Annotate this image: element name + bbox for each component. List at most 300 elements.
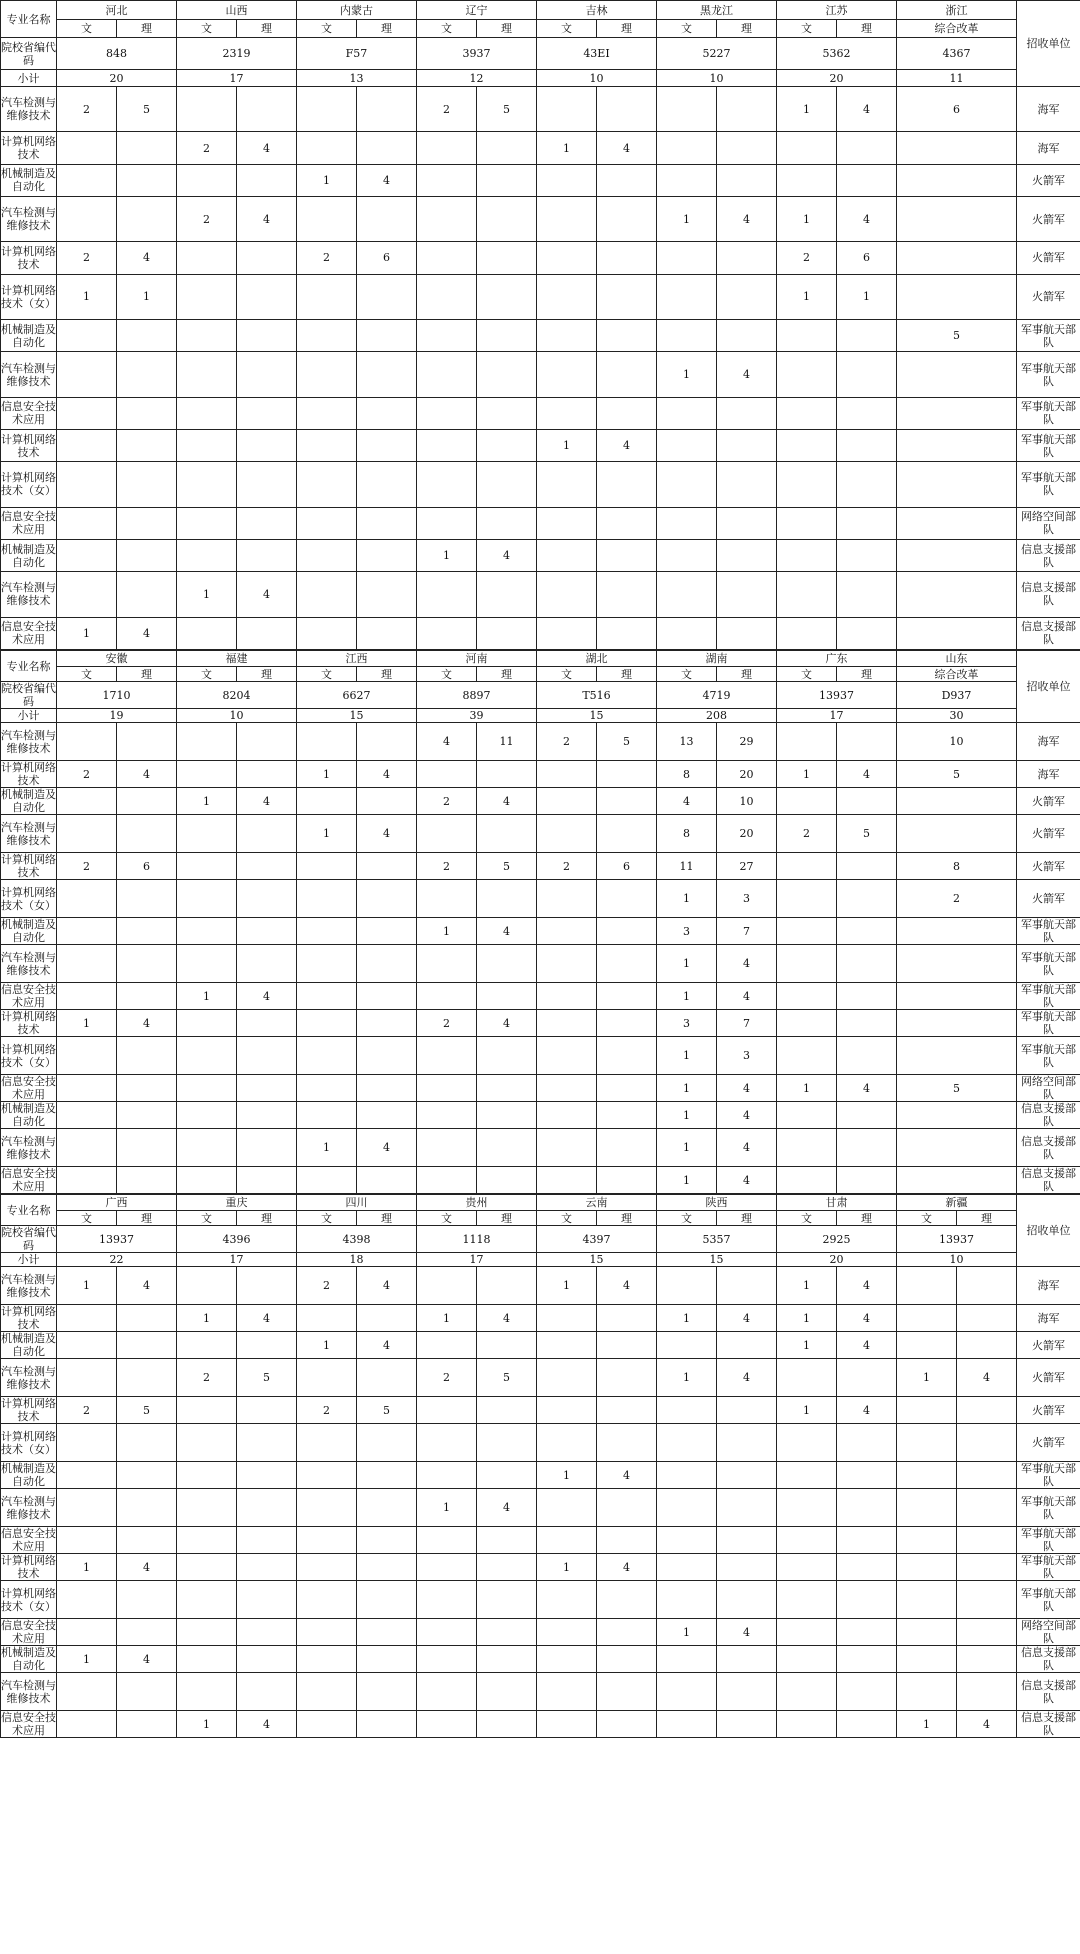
quota-liberal-arts: [777, 429, 837, 461]
quota-liberal-arts: [417, 1554, 477, 1581]
quota-science: 4: [117, 617, 177, 649]
quota-science: [117, 1673, 177, 1711]
quota-science: [357, 788, 417, 815]
quota-liberal-arts: [57, 1462, 117, 1489]
quota-science: [477, 1267, 537, 1305]
science-subheader: 理: [117, 20, 177, 38]
quota-science: [237, 853, 297, 880]
recruiting-unit: 火箭军: [1017, 788, 1080, 815]
quota-liberal-arts: [417, 1102, 477, 1129]
quota-science: [837, 1010, 897, 1037]
quota-liberal-arts: [777, 164, 837, 196]
quota-science: 4: [717, 196, 777, 241]
science-subheader: 理: [357, 20, 417, 38]
major-name: 信息安全技术应用: [1, 1527, 56, 1553]
quota-combined: [897, 1129, 1017, 1167]
quota-liberal-arts: [537, 1075, 597, 1102]
quota-science: [957, 1554, 1017, 1581]
quota-liberal-arts: 2: [537, 853, 597, 880]
quota-science: [237, 815, 297, 853]
quota-science: [117, 1581, 177, 1619]
quota-liberal-arts: 1: [777, 1075, 837, 1102]
quota-science: [357, 918, 417, 945]
recruiting-unit: 信息支援部队: [1017, 572, 1080, 617]
quota-science: [717, 164, 777, 196]
quota-liberal-arts: [57, 397, 117, 429]
quota-science: 6: [357, 242, 417, 274]
table-row: [1, 1489, 1080, 1527]
quota-science: 4: [117, 1267, 177, 1305]
quota-science: 5: [357, 1397, 417, 1424]
quota-liberal-arts: [57, 572, 117, 617]
table-row: [1, 1462, 1080, 1489]
quota-science: [237, 274, 297, 319]
quota-liberal-arts: [537, 1167, 597, 1194]
province-name: 辽宁: [417, 1, 537, 20]
major-name: 机械制造及自动化: [1, 918, 56, 944]
quota-liberal-arts: [777, 1167, 837, 1194]
liberal-arts-subheader: 文: [777, 667, 837, 682]
quota-liberal-arts: [657, 320, 717, 352]
quota-liberal-arts: [777, 617, 837, 649]
quota-science: [957, 1462, 1017, 1489]
science-subheader: 理: [957, 1211, 1017, 1226]
science-subheader: 理: [717, 667, 777, 682]
quota-liberal-arts: [297, 539, 357, 571]
quota-liberal-arts: [297, 723, 357, 761]
subtotal-value: 15: [657, 1253, 777, 1267]
quota-liberal-arts: [57, 1424, 117, 1462]
recruiting-unit: 军事航天部队: [1017, 945, 1080, 983]
major-name: 机械制造及自动化: [1, 1646, 56, 1672]
major-name-header: 专业名称: [1, 1, 57, 38]
quota-liberal-arts: [417, 1673, 477, 1711]
quota-science: [957, 1397, 1017, 1424]
quota-combined: 10: [897, 723, 1017, 761]
subtotal-label: 小计: [1, 709, 57, 723]
table-row: [1, 397, 1080, 429]
quota-science: [357, 1527, 417, 1554]
quota-liberal-arts: [297, 1619, 357, 1646]
quota-science: [717, 1673, 777, 1711]
quota-science: [357, 1554, 417, 1581]
recruiting-unit: 火箭军: [1017, 196, 1080, 241]
quota-science: [117, 880, 177, 918]
quota-science: 4: [957, 1359, 1017, 1397]
quota-science: 4: [237, 132, 297, 164]
major-name: 汽车检测与维修技术: [1, 815, 57, 853]
quota-science: 10: [717, 788, 777, 815]
province-name: 新疆: [897, 1195, 1017, 1211]
province-name: 黑龙江: [657, 1, 777, 20]
school-code-value: D937: [897, 682, 1017, 709]
quota-science: [717, 274, 777, 319]
quota-liberal-arts: [777, 397, 837, 429]
major-name: 机械制造及自动化: [1, 1332, 56, 1358]
quota-liberal-arts: [417, 1527, 477, 1554]
quota-liberal-arts: 1: [57, 1646, 117, 1673]
quota-science: [957, 1332, 1017, 1359]
quota-liberal-arts: 1: [777, 274, 837, 319]
quota-combined: [897, 539, 1017, 571]
school-code-label: 院校省编代码: [1, 682, 56, 708]
quota-liberal-arts: [417, 880, 477, 918]
quota-science: [717, 397, 777, 429]
subtotal-value: 17: [777, 709, 897, 723]
table-row: [1, 788, 1080, 815]
quota-liberal-arts: [417, 1424, 477, 1462]
quota-science: 4: [237, 572, 297, 617]
quota-science: [837, 1711, 897, 1738]
quota-liberal-arts: 2: [417, 788, 477, 815]
quota-science: [357, 429, 417, 461]
quota-science: [237, 539, 297, 571]
province-name: 湖南: [657, 651, 777, 667]
quota-science: [477, 462, 537, 507]
quota-science: [117, 1167, 177, 1194]
school-code-value: 6627: [297, 682, 417, 709]
major-name-header: 专业名称: [1, 1195, 57, 1226]
quota-liberal-arts: [57, 320, 117, 352]
science-subheader: 理: [477, 667, 537, 682]
quota-liberal-arts: [177, 1489, 237, 1527]
table-row: [1, 880, 1080, 918]
quota-science: [477, 945, 537, 983]
recruiting-unit: 军事航天部队: [1017, 1037, 1080, 1075]
quota-science: [117, 1129, 177, 1167]
table-row: [1, 945, 1080, 983]
major-name: 汽车检测与维修技术: [1, 1673, 57, 1711]
quota-liberal-arts: 2: [537, 723, 597, 761]
school-code-value: 4396: [177, 1226, 297, 1253]
major-name: 计算机网络技术: [1, 242, 57, 274]
quota-liberal-arts: [177, 1462, 237, 1489]
quota-science: [717, 1397, 777, 1424]
table-row: [1, 761, 1080, 788]
quota-liberal-arts: [777, 788, 837, 815]
quota-science: [717, 1489, 777, 1527]
quota-science: [117, 1075, 177, 1102]
school-code-value: 2925: [777, 1226, 897, 1253]
quota-science: [717, 1332, 777, 1359]
quota-science: [357, 617, 417, 649]
quota-liberal-arts: 1: [777, 87, 837, 132]
quota-liberal-arts: [897, 1619, 957, 1646]
quota-science: [837, 788, 897, 815]
quota-combined: 5: [897, 1075, 1017, 1102]
quota-liberal-arts: [177, 723, 237, 761]
quota-science: 4: [717, 1359, 777, 1397]
quota-liberal-arts: [57, 815, 117, 853]
quota-liberal-arts: [777, 1359, 837, 1397]
recruiting-unit: 网络空间部队: [1017, 507, 1080, 539]
table-row: [1, 274, 1080, 319]
quota-science: [477, 572, 537, 617]
province-name: 内蒙古: [297, 1, 417, 20]
quota-science: [117, 1359, 177, 1397]
major-name: 计算机网络技术（女）: [1, 1581, 57, 1619]
quota-science: 20: [717, 815, 777, 853]
quota-liberal-arts: [297, 274, 357, 319]
school-code-value: 13937: [57, 1226, 177, 1253]
quota-liberal-arts: [297, 462, 357, 507]
major-name: 机械制造及自动化: [1, 539, 57, 571]
quota-liberal-arts: [297, 1037, 357, 1075]
quota-liberal-arts: 2: [297, 242, 357, 274]
province-name: 安徽: [57, 651, 177, 667]
quota-science: [597, 815, 657, 853]
quota-science: [237, 1581, 297, 1619]
quota-science: [237, 1102, 297, 1129]
quota-liberal-arts: 11: [657, 853, 717, 880]
subtotal-value: 13: [297, 70, 417, 87]
quota-liberal-arts: 1: [417, 539, 477, 571]
quota-liberal-arts: [417, 164, 477, 196]
quota-liberal-arts: [537, 815, 597, 853]
table-row: [1, 242, 1080, 274]
quota-liberal-arts: [297, 1673, 357, 1711]
table-row: [1, 1332, 1080, 1359]
quota-liberal-arts: [177, 1646, 237, 1673]
province-name: 河南: [417, 651, 537, 667]
quota-liberal-arts: [57, 352, 117, 397]
quota-science: [357, 1424, 417, 1462]
quota-liberal-arts: 1: [57, 1010, 117, 1037]
quota-science: [117, 507, 177, 539]
quota-liberal-arts: 1: [297, 1332, 357, 1359]
quota-liberal-arts: [537, 1527, 597, 1554]
quota-science: [237, 945, 297, 983]
quota-liberal-arts: [57, 1075, 117, 1102]
quota-liberal-arts: [297, 1581, 357, 1619]
quota-liberal-arts: [657, 1397, 717, 1424]
quota-combined: [897, 507, 1017, 539]
quota-science: [357, 462, 417, 507]
recruiting-unit: 海军: [1017, 87, 1080, 132]
quota-liberal-arts: [537, 1711, 597, 1738]
quota-liberal-arts: 2: [177, 1359, 237, 1397]
quota-science: 4: [357, 1129, 417, 1167]
quota-science: [237, 397, 297, 429]
quota-liberal-arts: [417, 1075, 477, 1102]
quota-liberal-arts: [537, 320, 597, 352]
quota-combined: 2: [897, 880, 1017, 918]
quota-liberal-arts: [57, 1305, 117, 1332]
table-row: [1, 1010, 1080, 1037]
quota-science: [357, 196, 417, 241]
quota-liberal-arts: 1: [177, 572, 237, 617]
quota-liberal-arts: [777, 1129, 837, 1167]
province-name: 浙江: [897, 1, 1017, 20]
quota-liberal-arts: [777, 1037, 837, 1075]
quota-science: [477, 1424, 537, 1462]
major-name: 计算机网络技术: [1, 1397, 56, 1423]
quota-liberal-arts: [297, 880, 357, 918]
quota-science: [237, 1619, 297, 1646]
quota-science: 4: [717, 983, 777, 1010]
science-subheader: 理: [117, 1211, 177, 1226]
quota-liberal-arts: [57, 945, 117, 983]
quota-science: [117, 539, 177, 571]
quota-liberal-arts: 1: [777, 1267, 837, 1305]
quota-liberal-arts: 1: [57, 1267, 117, 1305]
school-code-value: 8897: [417, 682, 537, 709]
table-row: [1, 853, 1080, 880]
quota-liberal-arts: [657, 1554, 717, 1581]
quota-combined: [897, 274, 1017, 319]
quota-science: [357, 397, 417, 429]
quota-liberal-arts: [537, 1359, 597, 1397]
science-subheader: 理: [117, 667, 177, 682]
recruiting-unit-header: 招收单位: [1017, 1, 1080, 87]
quota-liberal-arts: [777, 507, 837, 539]
quota-liberal-arts: [57, 1619, 117, 1646]
quota-science: [597, 945, 657, 983]
quota-liberal-arts: [897, 1581, 957, 1619]
quota-liberal-arts: [777, 1102, 837, 1129]
quota-combined: [897, 945, 1017, 983]
quota-science: [357, 1037, 417, 1075]
quota-science: [237, 87, 297, 132]
table-row: [1, 1619, 1080, 1646]
quota-science: [237, 617, 297, 649]
province-name: 广西: [57, 1195, 177, 1211]
quota-science: 4: [237, 1711, 297, 1738]
quota-liberal-arts: [537, 462, 597, 507]
quota-liberal-arts: [657, 242, 717, 274]
quota-liberal-arts: [177, 87, 237, 132]
major-name: 计算机网络技术（女）: [1, 462, 57, 507]
quota-combined: [897, 572, 1017, 617]
liberal-arts-subheader: 文: [417, 667, 477, 682]
recruiting-unit: 火箭军: [1017, 1359, 1080, 1397]
table-row: [1, 723, 1080, 761]
school-code-value: 43EI: [537, 38, 657, 70]
table-row: [1, 1129, 1080, 1167]
quota-science: [117, 462, 177, 507]
quota-science: [477, 1462, 537, 1489]
quota-science: [837, 1554, 897, 1581]
recruiting-unit-header: 招收单位: [1017, 1195, 1080, 1267]
quota-science: [237, 761, 297, 788]
quota-liberal-arts: [777, 983, 837, 1010]
quota-science: [957, 1646, 1017, 1673]
quota-science: [357, 1619, 417, 1646]
quota-science: [237, 242, 297, 274]
quota-liberal-arts: [297, 429, 357, 461]
quota-science: [237, 1462, 297, 1489]
recruiting-unit: 信息支援部队: [1017, 1711, 1080, 1738]
quota-science: [117, 1711, 177, 1738]
quota-science: [477, 1102, 537, 1129]
major-name: 信息安全技术应用: [1, 1167, 56, 1193]
quota-liberal-arts: [417, 1619, 477, 1646]
quota-liberal-arts: [177, 617, 237, 649]
quota-liberal-arts: [57, 164, 117, 196]
quota-liberal-arts: [417, 1037, 477, 1075]
quota-science: [597, 1673, 657, 1711]
quota-science: 4: [477, 1305, 537, 1332]
quota-liberal-arts: 1: [297, 1129, 357, 1167]
quota-liberal-arts: 1: [537, 132, 597, 164]
quota-liberal-arts: [57, 429, 117, 461]
quota-liberal-arts: [417, 352, 477, 397]
quota-science: [357, 87, 417, 132]
recruiting-unit: 海军: [1017, 132, 1080, 164]
major-name: 汽车检测与维修技术: [1, 945, 57, 983]
subtotal-value: 15: [537, 1253, 657, 1267]
major-name: 机械制造及自动化: [1, 164, 57, 196]
quota-liberal-arts: [57, 462, 117, 507]
liberal-arts-subheader: 文: [57, 1211, 117, 1226]
quota-science: [837, 1581, 897, 1619]
quota-science: 4: [117, 1010, 177, 1037]
quota-science: [477, 1619, 537, 1646]
quota-science: [477, 1167, 537, 1194]
quota-science: [477, 1037, 537, 1075]
quota-science: [117, 352, 177, 397]
quota-liberal-arts: [177, 462, 237, 507]
quota-liberal-arts: [177, 274, 237, 319]
quota-liberal-arts: [57, 1332, 117, 1359]
quota-liberal-arts: [897, 1305, 957, 1332]
quota-liberal-arts: [57, 788, 117, 815]
quota-science: [357, 945, 417, 983]
subtotal-value: 10: [537, 70, 657, 87]
quota-science: [477, 397, 537, 429]
quota-liberal-arts: [417, 761, 477, 788]
quota-liberal-arts: 3: [657, 1010, 717, 1037]
quota-science: 4: [597, 1462, 657, 1489]
quota-liberal-arts: [417, 1267, 477, 1305]
major-name: 汽车检测与维修技术: [1, 723, 57, 761]
quota-liberal-arts: [297, 507, 357, 539]
major-name: 信息安全技术应用: [1, 1619, 56, 1645]
subtotal-value: 20: [57, 70, 177, 87]
quota-liberal-arts: [57, 1167, 117, 1194]
quota-science: [717, 507, 777, 539]
school-code-value: 1710: [57, 682, 177, 709]
quota-combined: [897, 617, 1017, 649]
quota-combined: [897, 1010, 1017, 1037]
table-row: [1, 87, 1080, 132]
quota-science: [837, 539, 897, 571]
quota-liberal-arts: [177, 164, 237, 196]
quota-liberal-arts: [417, 242, 477, 274]
quota-liberal-arts: 1: [657, 983, 717, 1010]
quota-combined: [897, 132, 1017, 164]
quota-science: [237, 1167, 297, 1194]
quota-science: 4: [717, 945, 777, 983]
liberal-arts-subheader: 文: [777, 20, 837, 38]
quota-science: [597, 1711, 657, 1738]
quota-liberal-arts: [777, 1673, 837, 1711]
quota-liberal-arts: [777, 132, 837, 164]
quota-science: [357, 853, 417, 880]
quota-liberal-arts: [537, 352, 597, 397]
major-name: 计算机网络技术: [1, 429, 57, 461]
quota-liberal-arts: [657, 397, 717, 429]
quota-liberal-arts: 2: [417, 853, 477, 880]
quota-liberal-arts: [777, 320, 837, 352]
quota-liberal-arts: [417, 1397, 477, 1424]
recruiting-unit: 军事航天部队: [1017, 1527, 1080, 1554]
quota-liberal-arts: [177, 1424, 237, 1462]
quota-science: [117, 983, 177, 1010]
quota-science: [477, 1554, 537, 1581]
province-name: 贵州: [417, 1195, 537, 1211]
school-code-value: 5362: [777, 38, 897, 70]
